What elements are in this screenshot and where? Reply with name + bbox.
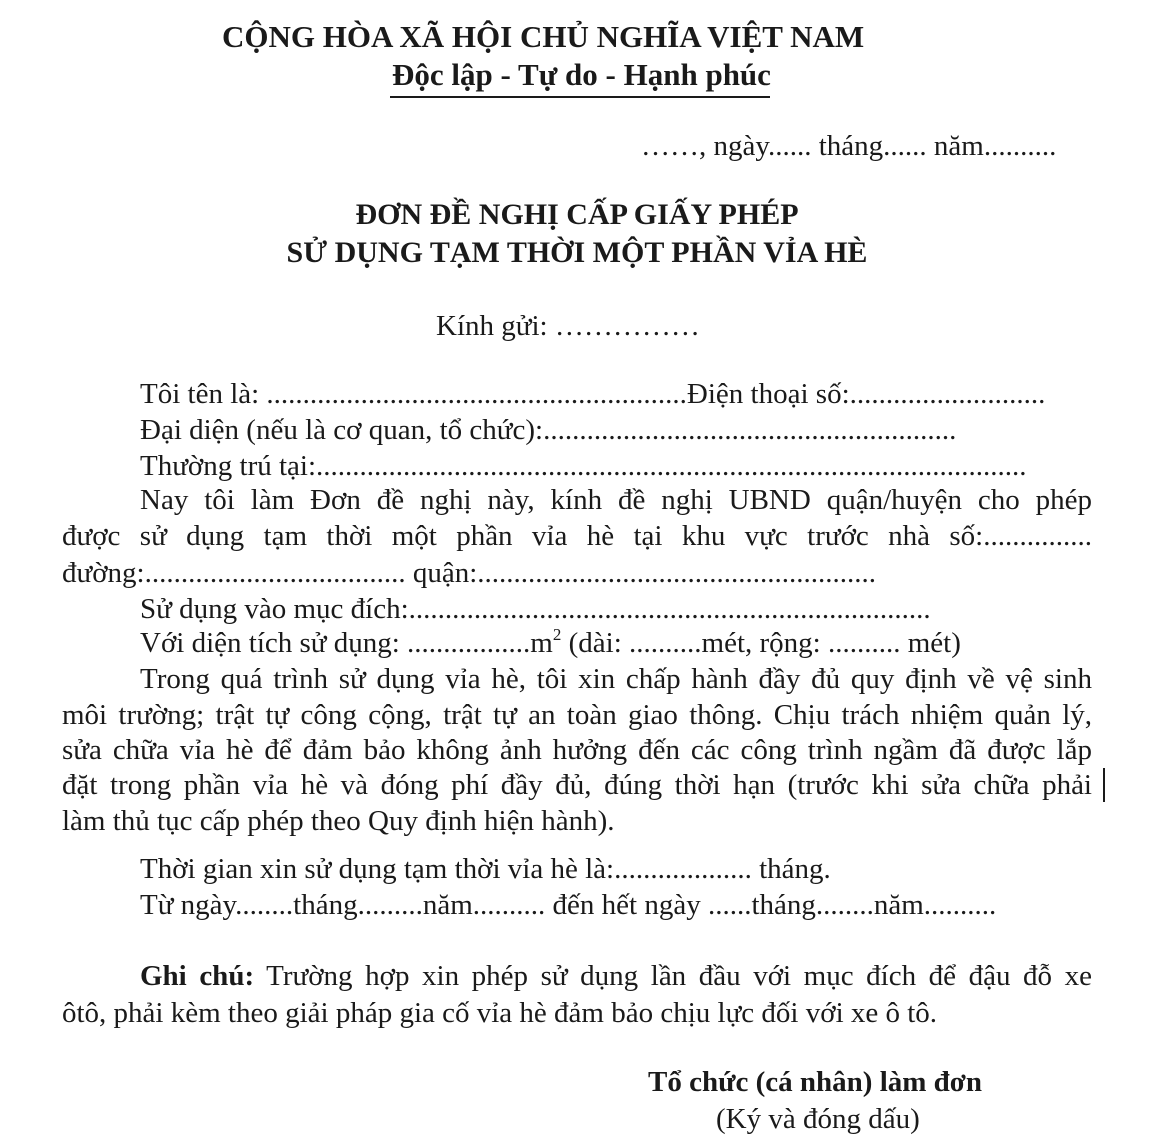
signature-title: Tổ chức (cá nhân) làm đơn — [648, 1066, 982, 1098]
area-unit-superscript: 2 — [552, 625, 562, 644]
motto-underline — [390, 96, 770, 98]
note-text: Trường hợp xin phép sử dụng lần đầu với mục đích để đậu đỗ xe — [254, 960, 1092, 992]
signature-subtitle: (Ký và đóng dấu) — [716, 1103, 920, 1135]
commitment-line-2: môi trường; trật tự công cộng, trật tự an toàn giao thông. Chịu trách nhiệm quản lý, — [62, 699, 1092, 731]
request-line-2: được sử dụng tạm thời một phần vỉa hè tại khu vực trước nhà số:............... — [62, 520, 1092, 552]
representative-field: Đại diện (nếu là cơ quan, tổ chức):......................................................... — [140, 414, 957, 446]
commitment-line-3: sửa chữa vỉa hè để đảm bảo không ảnh hưởng đến các công trình ngầm đã được lắp — [62, 734, 1092, 766]
date-line: ……, ngày...... tháng...... năm.......... — [641, 130, 1057, 162]
document-title-line2: SỬ DỤNG TẠM THỜI MỘT PHẦN VỈA HÈ — [286, 236, 868, 269]
commitment-line-4: đặt trong phần vỉa hè và đóng phí đầy đủ, đúng thời hạn (trước khi sửa chữa phải — [62, 769, 1092, 801]
note-line-2: ôtô, phải kèm theo giải pháp gia cố vỉa hè đảm bảo chịu lực đối với xe ô tô. — [62, 997, 938, 1029]
country-name: CỘNG HÒA XÃ HỘI CHỦ NGHĨA VIỆT NAM — [222, 19, 865, 54]
text-cursor — [1103, 768, 1105, 802]
request-line-3: đường:.................................... quận:....................................................... — [62, 557, 877, 589]
area-prefix: Với diện tích sử dụng: .................m — [140, 627, 553, 659]
note-line-1 — [140, 960, 1092, 993]
recipient-line: Kính gửi: …………… — [436, 310, 700, 342]
residence-field: Thường trú tại:.................................................................................................. — [140, 450, 1027, 482]
applicant-name-phone: Tôi tên là: ..........................................................Điện thoại số:........................... — [140, 378, 1046, 410]
area-field — [140, 627, 961, 660]
national-motto: Độc lập - Tự do - Hạnh phúc — [392, 57, 771, 92]
commitment-line-5: làm thủ tục cấp phép theo Quy định hiện hành). — [62, 805, 615, 837]
commitment-line-1: Trong quá trình sử dụng vỉa hè, tôi xin chấp hành đầy đủ quy định về vệ sinh — [140, 663, 1092, 695]
purpose-field: Sử dụng vào mục đích:........................................................................ — [140, 593, 931, 625]
note-label: Ghi chú: — [140, 960, 255, 992]
area-suffix: (dài: ..........mét, rộng: .......... mét) — [561, 627, 961, 659]
duration-line-2: Từ ngày........tháng.........năm.......... đến hết ngày ......tháng........năm.......... — [140, 889, 997, 921]
document-title-line1: ĐƠN ĐỀ NGHỊ CẤP GIẤY PHÉP — [355, 198, 799, 231]
duration-line-1: Thời gian xin sử dụng tạm thời vỉa hè là:................... tháng. — [140, 853, 831, 885]
request-line-1: Nay tôi làm Đơn đề nghị này, kính đề nghị UBND quận/huyện cho phép — [140, 484, 1092, 516]
